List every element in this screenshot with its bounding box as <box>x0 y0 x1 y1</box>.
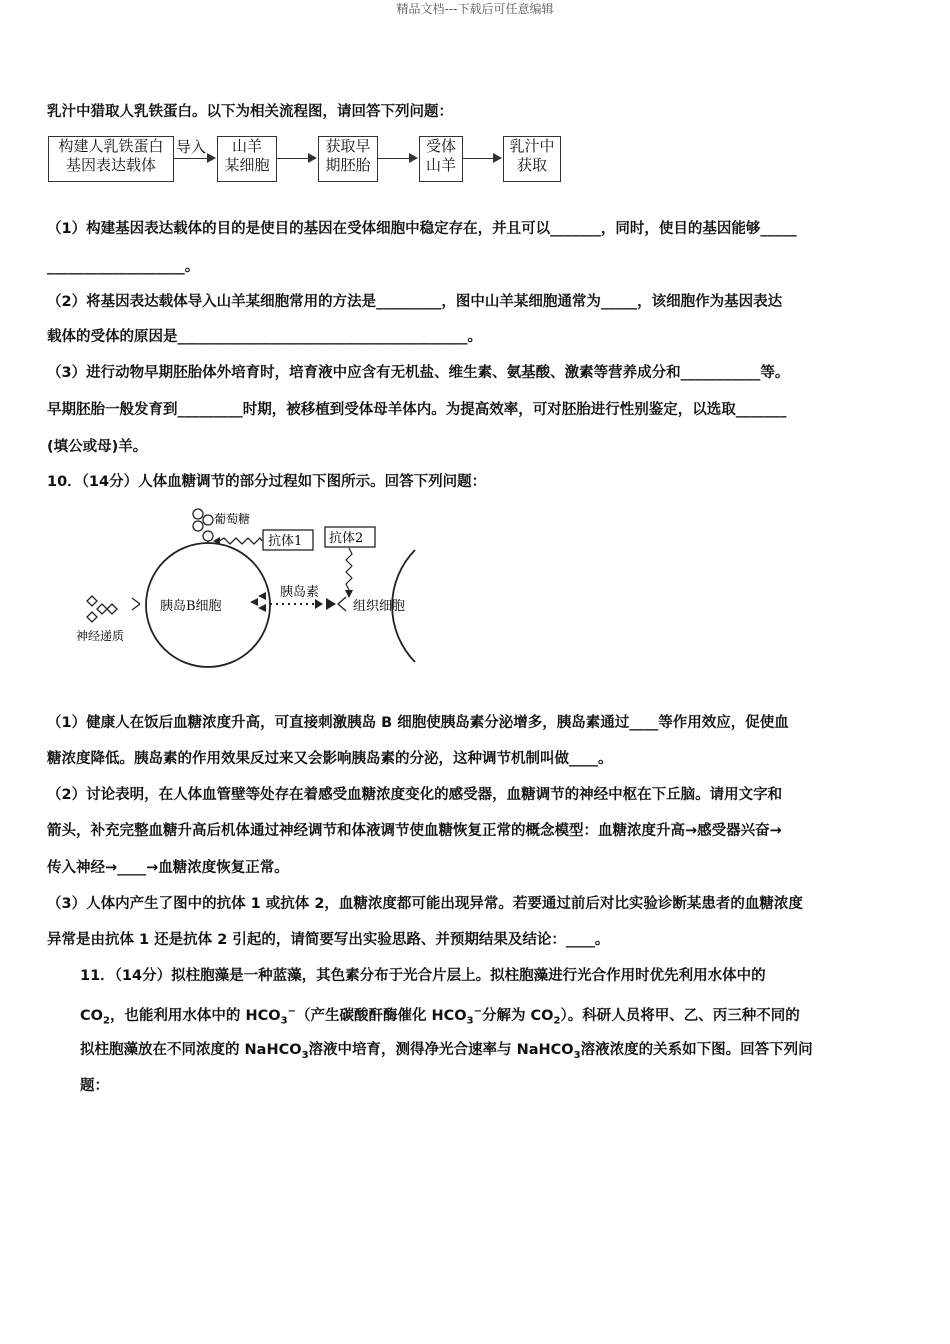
q9-p2-line1: （2）将基因表达载体导入山羊某细胞常用的方法是_________，图中山羊某细胞通常为_____，该细胞作为基因表达 <box>47 294 783 310</box>
intro-line: 乳汁中猎取人乳铁蛋白。以下为相关流程图，请回答下列问题： <box>47 104 453 120</box>
tissue-cell-label: 组织细胞 <box>353 599 406 614</box>
flow-box-embryo: 获取早 期胚胎 <box>318 136 378 182</box>
antibody2-link <box>346 548 352 590</box>
b-cell-label: 胰岛B细胞 <box>160 599 222 614</box>
q9-p3-line2: 早期胚胎一般发育到_________时期，被移植到受体母羊体内。为提高效率，可对胚胎进行性别鉴定，以选取_______ <box>47 402 787 418</box>
flow-box-recipient: 受体 山羊 <box>419 136 463 182</box>
q9-p1-line2: ___________________。 <box>47 259 200 275</box>
nt-receptor-icon <box>132 598 140 610</box>
flow-arrow-3 <box>378 158 416 159</box>
q9-p1-line1: （1）构建基因表达载体的目的是使目的基因在受体细胞中稳定存在，并且可以_______，同时，使目的基因能够_____ <box>47 221 797 237</box>
insulin-cluster-icon <box>250 592 266 612</box>
flow-box-goat-cell: 山羊 某细胞 <box>217 136 277 182</box>
flow-box-vector: 构建人乳铁蛋白 基因表达载体 <box>48 136 174 182</box>
neurotransmitter-icon <box>87 596 117 622</box>
antibody1-label: 抗体1 <box>268 534 303 549</box>
flow-arrow-2 <box>277 158 315 159</box>
q10-p3-line1: （3）人体内产生了图中的抗体 1 或抗体 2，血糖浓度都可能出现异常。若要通过前后对比实验诊断某患者的血糖浓度 <box>47 896 803 912</box>
q10-p2-line1: （2）讨论表明，在人体血管壁等处存在着感受血糖浓度变化的感受器，血糖调节的神经中枢在下丘脑。请用文字和 <box>47 787 783 803</box>
insulin-secretion-arrowhead <box>315 599 323 609</box>
q10-p2-line3: 传入神经→____→血糖浓度恢复正常。 <box>47 860 289 876</box>
q9-p2-line2: 载体的受体的原因是________________________________________。 <box>47 329 482 345</box>
glucose-icon <box>193 509 213 544</box>
q10-p3-line2: 异常是由抗体 1 还是抗体 2 引起的，请简要写出实验思路、并预期结果及结论：____。 <box>47 932 610 948</box>
q10-p1-line1: （1）健康人在饭后血糖浓度升高，可直接刺激胰岛 B 细胞使胰岛素分泌增多，胰岛素通过____等作用效应，促使血 <box>47 715 789 731</box>
glucose-label: 葡萄糖 <box>214 512 251 526</box>
q11-line1: 11．（14分）拟柱胞藻是一种蓝藻，其色素分布于光合片层上。拟柱胞藻进行光合作用时优先利用水体中的 <box>80 968 766 984</box>
q11-line2: $CO_2$，也能利用水体中的 $HCO_3^-$（产生碳酸酐酶催化 $HCO_3^-$分解为 $CO_2$）。科研人员将甲、乙、丙三种不同的 <box>80 1006 800 1027</box>
flow-box-milk: 乳汁中 获取 <box>503 136 561 182</box>
insulin-receptor-icon <box>326 597 346 611</box>
flow-arrow-4 <box>463 158 500 159</box>
q9-p3-line1: （3）进行动物早期胚胎体外培育时，培育液中应含有无机盐、维生素、氨基酸、激素等营养成分和___________等。 <box>47 365 790 381</box>
antibody1-link <box>218 538 262 544</box>
q9-p3-line3: (填公或母)羊。 <box>47 439 148 455</box>
glucose-regulation-figure <box>70 500 430 675</box>
q10-p1-line2: 糖浓度降低。胰岛素的作用效果反过来又会影响胰岛素的分泌，这种调节机制叫做____。 <box>47 751 613 767</box>
q11-line4: 题： <box>80 1078 109 1094</box>
antibody2-label: 抗体2 <box>329 531 364 546</box>
neurotransmitter-label: 神经递质 <box>76 629 125 643</box>
page-header: 精品文档---下载后可任意编辑 <box>396 2 554 16</box>
q11-line3: 拟柱胞藻放在不同浓度的 NaHCO$_3$溶液中培育，测得净光合速率与 NaHCO$_3$溶液浓度的关系如下图。回答下列问 <box>80 1042 813 1061</box>
q10-title: 10．（14分）人体血糖调节的部分过程如下图所示。回答下列问题： <box>47 474 487 490</box>
insulin-label: 胰岛素 <box>280 585 320 600</box>
flow-label-import: 导入 <box>176 138 207 156</box>
q10-p2-line2: 箭头，补充完整血糖升高后机体通过神经调节和体液调节使血糖恢复正常的概念模型：血糖浓度升高→感受器兴奋→ <box>47 823 782 839</box>
flow-arrow-1 <box>174 158 214 159</box>
antibody2-arrowhead <box>345 590 353 598</box>
